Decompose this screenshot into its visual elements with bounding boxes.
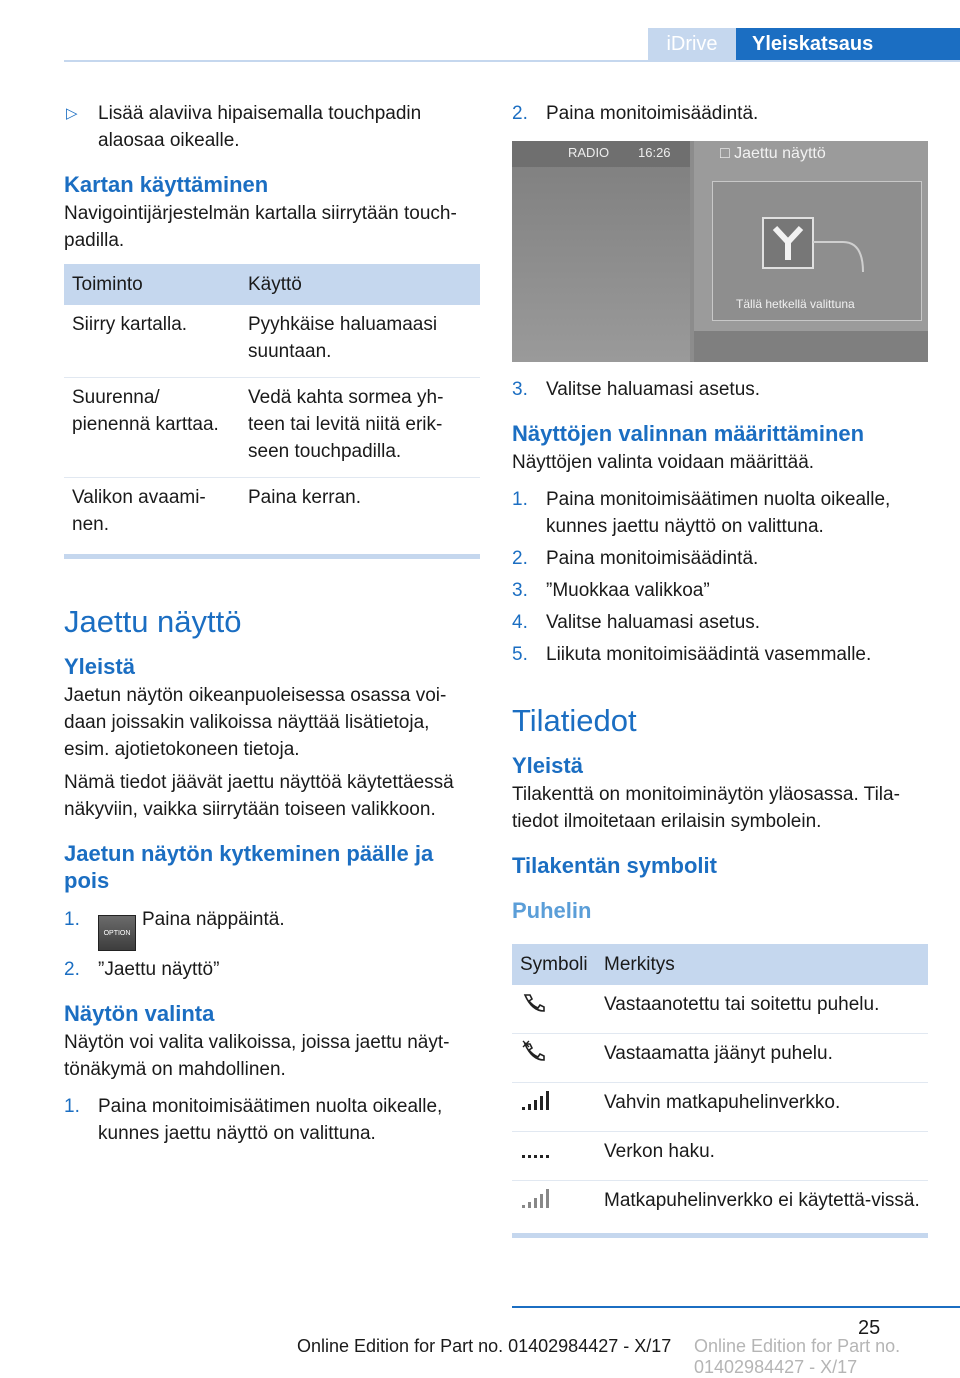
table-row: Verkon haku. <box>512 1132 928 1181</box>
list-item: 1. Paina monitoimisäätimen nuolta oikealle, kunnes jaettu näyttö on valittuna. <box>512 489 891 537</box>
footer-rule <box>512 1306 960 1308</box>
signal-strong-icon <box>520 1089 552 1111</box>
table-row: Vahvin matkapuhelinverkko. <box>512 1083 928 1132</box>
watermark-text: Online Edition for Part no. 01402984427 - X/17 <box>694 1336 901 1377</box>
right-column <box>512 100 928 1238</box>
list-item: 4. Valitse haluamasi asetus. <box>512 612 761 633</box>
status-general-heading: Yleistä <box>512 753 583 778</box>
list-item: 2. Paina monitoimisäädintä. <box>512 548 759 569</box>
general-paragraph-2: Nämä tiedot jäävät jaettu näyttöä käytettäessä näkyviin, vaikka siirrytään toiseen valikkoon. <box>64 772 454 820</box>
status-paragraph: Tilakenttä on monitoiminäytön yläosassa. Tila-tiedot ilmoitetaan erilaisin symbolein. <box>512 784 900 832</box>
edition-text: Online Edition for Part no. 01402984427 - X/17 <box>297 1336 672 1356</box>
general-heading: Yleistä <box>64 654 135 679</box>
list-item: 3. ”Muokkaa valikkoa” <box>512 580 710 601</box>
table-row: Siirry kartalla. Pyyhkäise haluamaasi suuntaan. <box>64 305 480 378</box>
list-item: 2. Paina monitoimisäädintä. <box>512 103 759 124</box>
table-row: Vastaamatta jäänyt puhelu. <box>512 1034 928 1083</box>
onoff-heading: Jaetun näytön kytkeminen päälle ja pois <box>64 841 434 893</box>
list-item: 2. ”Jaettu näyttö” <box>64 959 220 980</box>
select-heading: Näytön valinta <box>64 1001 215 1026</box>
phone-heading: Puhelin <box>512 898 592 923</box>
missed-call-icon <box>520 1040 548 1062</box>
screen-title: □ Jaettu näyttö <box>720 145 826 162</box>
triangle-bullet-icon: ▷ <box>66 105 78 122</box>
define-intro: Näyttöjen valinta voidaan määrittää. <box>512 452 815 473</box>
header-rule <box>64 60 960 62</box>
list-item: 5. Liikuta monitoimisäädintä vasemmalle. <box>512 644 872 665</box>
map-table <box>64 264 480 550</box>
split-screen-title: Jaettu näyttö <box>64 604 242 639</box>
symbols-heading: Tilakentän symbolit <box>512 853 717 878</box>
option-button-icon: OPTION <box>98 915 136 951</box>
left-column <box>64 100 480 1152</box>
screen-caption: Tällä hetkellä valittuna <box>736 297 855 311</box>
phone-handset-icon <box>520 991 548 1013</box>
map-heading: Kartan käyttäminen <box>64 172 269 197</box>
table-row: Valikon avaami-nen. Paina kerran. <box>72 487 362 535</box>
symbols-table <box>512 944 928 1229</box>
table-row: Matkapuhelinverkko ei käytettä-vissä. <box>512 1181 928 1230</box>
table-header-row: Toiminto Käyttö <box>64 264 480 305</box>
select-intro: Näytön voi valita valikoissa, joissa jaettu näyt-tönäkymä on mahdollinen. <box>64 1032 450 1080</box>
list-item: 1. OPTIONPaina näppäintä. <box>64 906 480 951</box>
header-section: iDrive <box>648 28 736 60</box>
split-screen-photo <box>512 141 928 362</box>
define-heading: Näyttöjen valinnan määrittäminen <box>512 421 865 446</box>
signal-unavailable-icon <box>520 1187 552 1209</box>
table-end-bar <box>64 554 480 559</box>
table-end-bar <box>512 1233 928 1238</box>
list-item: 1. Paina monitoimisäätimen nuolta oikealle, kunnes jaettu näyttö on valittuna. <box>64 1096 443 1144</box>
header-chapter-tab: Yleiskatsaus <box>736 28 960 60</box>
general-paragraph-1: Jaetun näytön oikeanpuoleisessa osassa voi-daan joissakin valikoissa näyttää lisätietoja, esim. ajotietokoneen tietoja. <box>64 685 447 760</box>
bullet-item: ▷ Lisää alaviiva hipaisemalla touchpadin alaosaa oikealle. <box>64 100 480 154</box>
map-intro: Navigointijärjestelmän kartalla siirrytään touch-padilla. <box>64 203 457 251</box>
table-row: Suurenna/ pienennä karttaa. Vedä kahta sormea yh-teen tai levitä niitä erik-seen touchpadilla. <box>64 378 480 478</box>
table-row: Vastaanotettu tai soitettu puhelu. <box>512 985 928 1034</box>
status-title: Tilatiedot <box>512 703 637 738</box>
screen-time: 16:26 <box>638 145 671 160</box>
network-search-icon <box>520 1138 552 1160</box>
screen-radio-label: RADIO <box>568 145 610 160</box>
page-number: 25 <box>858 1317 881 1339</box>
table-header-row: Symboli Merkitys <box>512 944 928 985</box>
list-item: 3. Valitse haluamasi asetus. <box>512 379 761 400</box>
